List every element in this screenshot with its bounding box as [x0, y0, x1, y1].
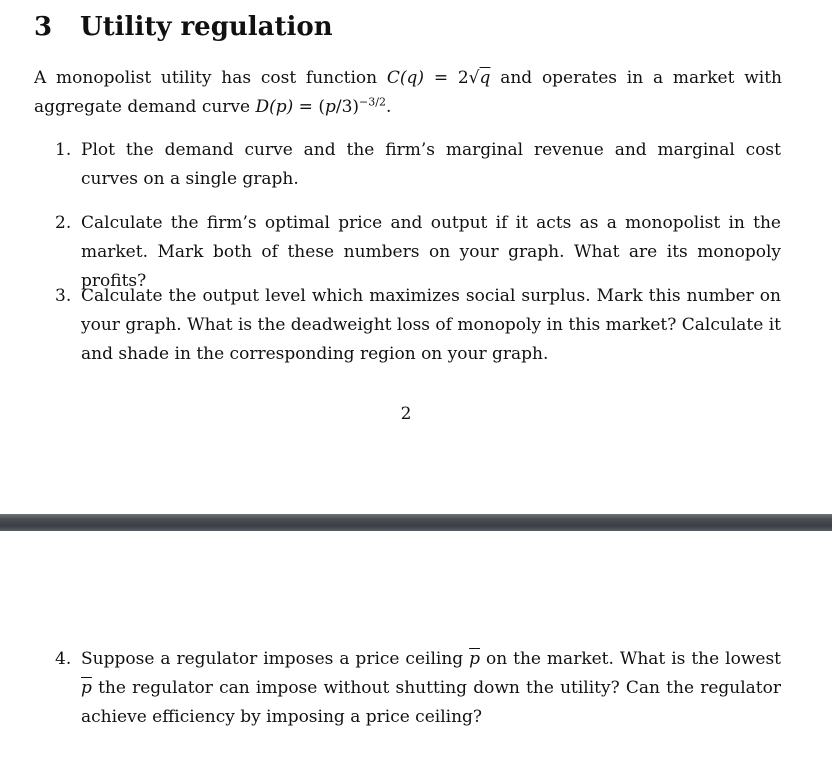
page-bottom	[0, 531, 832, 758]
intro-text-2: = 2√	[424, 68, 480, 88]
demand-function: D(p)	[255, 96, 294, 117]
list-item	[55, 282, 781, 369]
item-text: Calculate the output level which maximizes social surplus. Mark this number on your graph. What is the deadweight loss of monopoly in this market? Calculate it and shade in the corresponding region on your graph.	[81, 286, 781, 364]
section-title: Utility regulation	[80, 12, 333, 42]
price-ceiling-symbol: $\overline{p}$	[469, 649, 481, 669]
item-number: 4.	[55, 649, 72, 669]
intro-text-1: A monopolist utility has cost function	[34, 68, 387, 88]
intro-text-5: /3)	[335, 96, 360, 117]
intro-text-4: = (	[293, 96, 325, 117]
cost-function: C(q)	[386, 68, 425, 88]
intro-text-6: .	[385, 96, 392, 117]
list-item	[55, 645, 781, 732]
item-text-part: Suppose a regulator imposes a price ceiling	[81, 649, 470, 669]
sqrt-argument: q	[479, 68, 491, 88]
section-heading	[34, 8, 333, 46]
item-number: 3.	[55, 286, 72, 306]
item-text	[81, 645, 781, 732]
page-divider	[0, 514, 832, 531]
demand-argument: p	[324, 96, 336, 117]
item-text: Plot the demand curve and the firm’s marginal revenue and marginal cost curves on a single graph.	[81, 140, 781, 189]
section-number: 3	[34, 12, 53, 42]
demand-exponent: −3/2	[359, 94, 386, 108]
intro-text-3: and operates in a market with aggregate demand curve	[34, 68, 782, 117]
item-text-part: the regulator can impose without shutting down the utility? Can the regulator achieve efficiency by imposing a price ceiling?	[81, 678, 781, 727]
price-ceiling-symbol: $\overline{p}$	[81, 678, 92, 698]
item-number: 1.	[55, 140, 72, 160]
item-number: 2.	[55, 213, 72, 233]
item-text: Calculate the firm’s optimal price and output if it acts as a monopolist in the market. Mark both of these numbers on your graph. What are its monopoly profits?	[81, 213, 781, 291]
item-text-part: on the market. What is the lowest	[480, 649, 781, 669]
page-number: 2	[400, 404, 412, 424]
intro-paragraph	[34, 64, 782, 121]
list-item	[55, 136, 781, 194]
